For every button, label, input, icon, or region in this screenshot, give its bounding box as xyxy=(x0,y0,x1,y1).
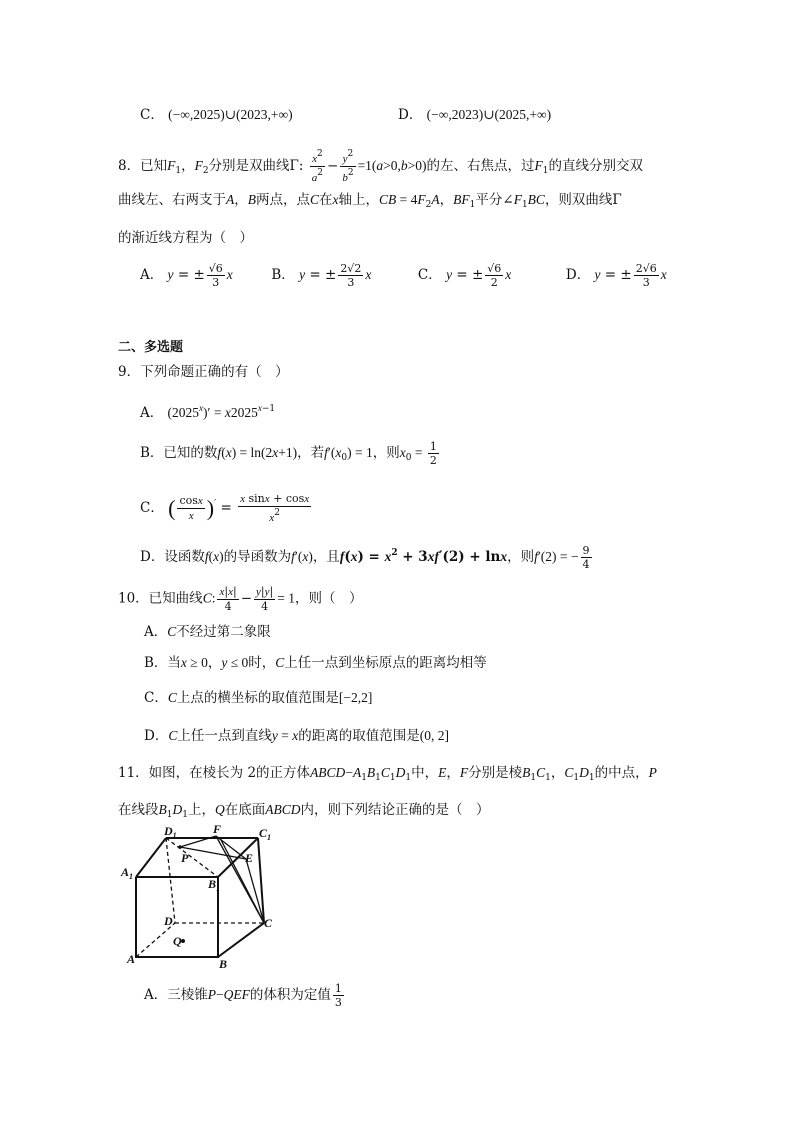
label-f: F xyxy=(213,825,222,836)
label-d1: $D_1$ xyxy=(164,825,177,840)
q11-line-1: 11．如图，在棱长为 2的正方体$ABCD-A_1B_1C_1D_1$中，E，F分别是棱$B_1C_1$，$C_1D_1$的中点，P xyxy=(118,765,657,783)
q10-stem: 10．已知曲线C: $\frac{x|x|}{4}$ − $\frac{y|y|}{4}$ = 1，则（ ） xyxy=(118,585,363,613)
label-d: D xyxy=(164,914,173,928)
label-a: A xyxy=(127,952,136,966)
q10-option-d: D．C上任一点到直线y = x的距离的取值范围是(0, 2] xyxy=(144,728,449,744)
q10-option-a: A．C不经过第二象限 xyxy=(144,624,271,640)
q9-stem: 9．下列命题正确的有（ ） xyxy=(118,364,289,380)
q10-option-b: B．当x ≥ 0，y ≤ 0时，C上任一点到坐标原点的距离均相等 xyxy=(144,655,487,671)
label-a1: $A_1$ xyxy=(121,865,134,881)
q7-option-c: C． (−∞,2025)∪(2023,+∞) xyxy=(140,107,293,123)
cube-figure xyxy=(118,825,288,975)
q9-option-d: D．设函数f(x)的导函数为f′(x)，且$f(x) = x^2 + 3xf'(2) + \ln x$，则f′(2) = − $\frac{9}{4}$ xyxy=(140,544,590,571)
label-b: B xyxy=(219,957,228,971)
label-b1: $B_1$ xyxy=(208,877,221,893)
q10-option-c: C．C上点的横坐标的取值范围是[−2,2] xyxy=(144,690,373,706)
label-e: E xyxy=(245,851,254,865)
label-c: C xyxy=(264,916,273,930)
q8-line-1: 8．已知$F_1$，$F_2$分别是双曲线Γ: $\frac{x^2}{a^2}$ − $\frac{y^2}{b^2}$ =1(a>0,b>0)的左、右焦点，过$F_1$的直线分别交双 xyxy=(118,149,644,184)
q7-option-d: D． (−∞,2023)∪(2025,+∞) xyxy=(398,107,552,123)
q11-line-2: 在线段$B_1D_1$上，Q在底面ABCD内，则下列结论正确的是（ ） xyxy=(118,802,490,820)
q9-option-b: B．已知的数f(x) = ln(2x+1)，若$f'(x_0) = 1$，则$x_0$ = $\frac{1}{2}$ xyxy=(140,440,437,467)
section-title: 二、多选题 xyxy=(118,340,184,355)
q8-line-2: 曲线左、右两支于A，B两点，点C在x轴上，CB = $4F_2A$，$BF_1$平分$\angle F_1BC$，则双曲线Γ xyxy=(118,192,622,210)
label-c1: $C_1$ xyxy=(259,826,272,842)
label-p: P xyxy=(181,851,189,865)
q11-option-a: A．三棱锥P−QEF的体积为定值 $\frac{1}{3}$ xyxy=(144,982,342,1009)
q9-option-c: C． ( $\frac{\cos x}{x}$ )′ = $\frac{\text{x sinx + cosx}}{x^2}$ xyxy=(140,492,310,524)
q9-option-a: A． $(2025^x)' = x2025^{x-1}$ xyxy=(140,403,276,421)
q8-line-3: 的渐近线方程为（ ） xyxy=(118,230,253,246)
label-q: Q xyxy=(173,934,182,948)
q8-options: A． y = ± $\frac{√6}{3}$ x B． y = ± $\frac{2√2}{3}$ x C． y = ± $\frac{√6}{2}$ x D． y = ± $\frac{2√6}{3}$ x xyxy=(140,262,667,289)
